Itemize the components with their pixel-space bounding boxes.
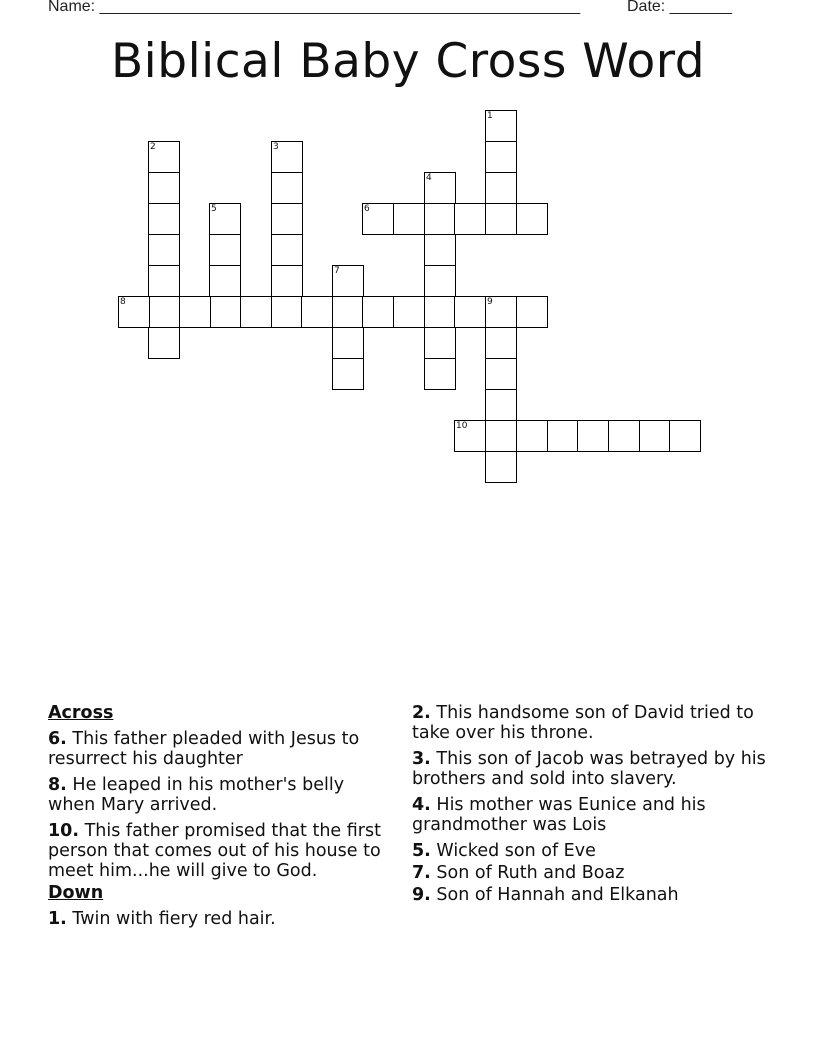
clue-across-6 xyxy=(48,729,393,769)
crossword-cell[interactable] xyxy=(424,172,456,204)
crossword-cell[interactable] xyxy=(608,420,640,452)
crossword-cell[interactable] xyxy=(424,327,456,359)
cell-number: 3 xyxy=(273,142,279,152)
clue-number: 3. xyxy=(412,749,431,769)
crossword-cell[interactable] xyxy=(485,110,517,142)
crossword-cell[interactable] xyxy=(547,420,579,452)
crossword-cell[interactable] xyxy=(485,141,517,173)
across-heading: Across xyxy=(48,703,114,723)
crossword-cell[interactable] xyxy=(485,172,517,204)
crossword-cell[interactable] xyxy=(148,141,180,173)
crossword-cell[interactable] xyxy=(454,420,486,452)
crossword-cell[interactable] xyxy=(669,420,701,452)
clue-text: He leaped in his mother's belly when Mary arrived. xyxy=(48,775,345,815)
clue-down-2 xyxy=(412,703,772,743)
crossword-cell[interactable] xyxy=(485,203,517,235)
cell-number: 6 xyxy=(364,204,370,214)
crossword-cell[interactable] xyxy=(424,203,456,235)
crossword-cell[interactable] xyxy=(271,265,303,297)
clue-text: This son of Jacob was betrayed by his brothers and sold into slavery. xyxy=(412,749,766,789)
clue-text: This father promised that the first person that comes out of his house to meet him...he will give to God. xyxy=(48,821,381,881)
crossword-cell[interactable] xyxy=(148,265,180,297)
crossword-cell[interactable] xyxy=(485,420,517,452)
clue-down-9 xyxy=(412,885,772,905)
clue-number: 9. xyxy=(412,885,431,905)
clues-right-column xyxy=(412,703,772,911)
crossword-cell[interactable] xyxy=(577,420,609,452)
crossword-cell[interactable] xyxy=(393,296,425,328)
name-field-label: Name: ______________________________________________________ xyxy=(48,0,581,15)
crossword-cell[interactable] xyxy=(485,389,517,421)
cell-number: 9 xyxy=(487,297,493,307)
crossword-cell[interactable] xyxy=(301,296,333,328)
page-title: Biblical Baby Cross Word xyxy=(110,34,706,89)
crossword-cell[interactable] xyxy=(485,296,517,328)
crossword-cell[interactable] xyxy=(148,234,180,266)
crossword-cell[interactable] xyxy=(362,203,394,235)
clue-text: His mother was Eunice and his grandmother was Lois xyxy=(412,795,706,835)
clue-text: Son of Ruth and Boaz xyxy=(436,863,625,883)
clue-number: 1. xyxy=(48,909,67,929)
crossword-cell[interactable] xyxy=(516,203,548,235)
clue-text: Son of Hannah and Elkanah xyxy=(436,885,679,905)
crossword-cell[interactable] xyxy=(332,296,364,328)
crossword-cell[interactable] xyxy=(271,234,303,266)
crossword-cell[interactable] xyxy=(332,327,364,359)
clue-down-1 xyxy=(48,909,393,929)
clue-down-5 xyxy=(412,841,772,861)
crossword-cell[interactable] xyxy=(485,327,517,359)
clue-number: 6. xyxy=(48,729,67,749)
clue-down-7 xyxy=(412,863,772,883)
clue-across-10 xyxy=(48,821,393,881)
crossword-cell[interactable] xyxy=(424,265,456,297)
crossword-cell[interactable] xyxy=(148,172,180,204)
crossword-cell[interactable] xyxy=(424,234,456,266)
cell-number: 4 xyxy=(426,173,432,183)
clue-text: This handsome son of David tried to take over his throne. xyxy=(412,703,754,743)
crossword-cell[interactable] xyxy=(639,420,671,452)
clue-text: Wicked son of Eve xyxy=(436,841,596,861)
clue-number: 8. xyxy=(48,775,67,795)
clue-number: 2. xyxy=(412,703,431,723)
crossword-cell[interactable] xyxy=(271,141,303,173)
crossword-cell[interactable] xyxy=(209,296,241,328)
crossword-cell[interactable] xyxy=(271,172,303,204)
cell-number: 5 xyxy=(211,204,217,214)
clue-text: Twin with fiery red hair. xyxy=(72,909,276,929)
crossword-grid xyxy=(0,0,816,500)
crossword-cell[interactable] xyxy=(362,296,394,328)
crossword-cell[interactable] xyxy=(148,203,180,235)
crossword-cell[interactable] xyxy=(454,203,486,235)
crossword-cell[interactable] xyxy=(118,296,150,328)
clue-number: 10. xyxy=(48,821,80,841)
cell-number: 1 xyxy=(487,111,493,121)
crossword-cell[interactable] xyxy=(454,296,486,328)
crossword-cell[interactable] xyxy=(485,358,517,390)
crossword-cell[interactable] xyxy=(179,296,211,328)
clue-number: 4. xyxy=(412,795,431,815)
crossword-cell[interactable] xyxy=(332,358,364,390)
clue-number: 7. xyxy=(412,863,431,883)
cell-number: 7 xyxy=(334,266,340,276)
crossword-cell[interactable] xyxy=(332,265,364,297)
crossword-cell[interactable] xyxy=(240,296,272,328)
crossword-cell[interactable] xyxy=(424,296,456,328)
crossword-cell[interactable] xyxy=(516,296,548,328)
clue-across-8 xyxy=(48,775,393,815)
crossword-cell[interactable] xyxy=(271,296,303,328)
crossword-cell[interactable] xyxy=(209,203,241,235)
clue-text: This father pleaded with Jesus to resurrect his daughter xyxy=(48,729,360,769)
crossword-cell[interactable] xyxy=(485,451,517,483)
clue-number: 5. xyxy=(412,841,431,861)
crossword-cell[interactable] xyxy=(424,358,456,390)
date-field-label: Date: _______ xyxy=(627,0,732,15)
clue-down-3 xyxy=(412,749,772,789)
clue-down-4 xyxy=(412,795,772,835)
crossword-cell[interactable] xyxy=(393,203,425,235)
cell-number: 8 xyxy=(120,297,126,307)
crossword-cell[interactable] xyxy=(148,296,180,328)
cell-number: 10 xyxy=(456,421,468,431)
cell-number: 2 xyxy=(150,142,156,152)
clues-left-column xyxy=(48,703,393,935)
down-heading: Down xyxy=(48,883,104,903)
crossword-cell[interactable] xyxy=(148,327,180,359)
crossword-cell[interactable] xyxy=(209,234,241,266)
crossword-cell[interactable] xyxy=(271,203,303,235)
crossword-cell[interactable] xyxy=(209,265,241,297)
crossword-cell[interactable] xyxy=(516,420,548,452)
